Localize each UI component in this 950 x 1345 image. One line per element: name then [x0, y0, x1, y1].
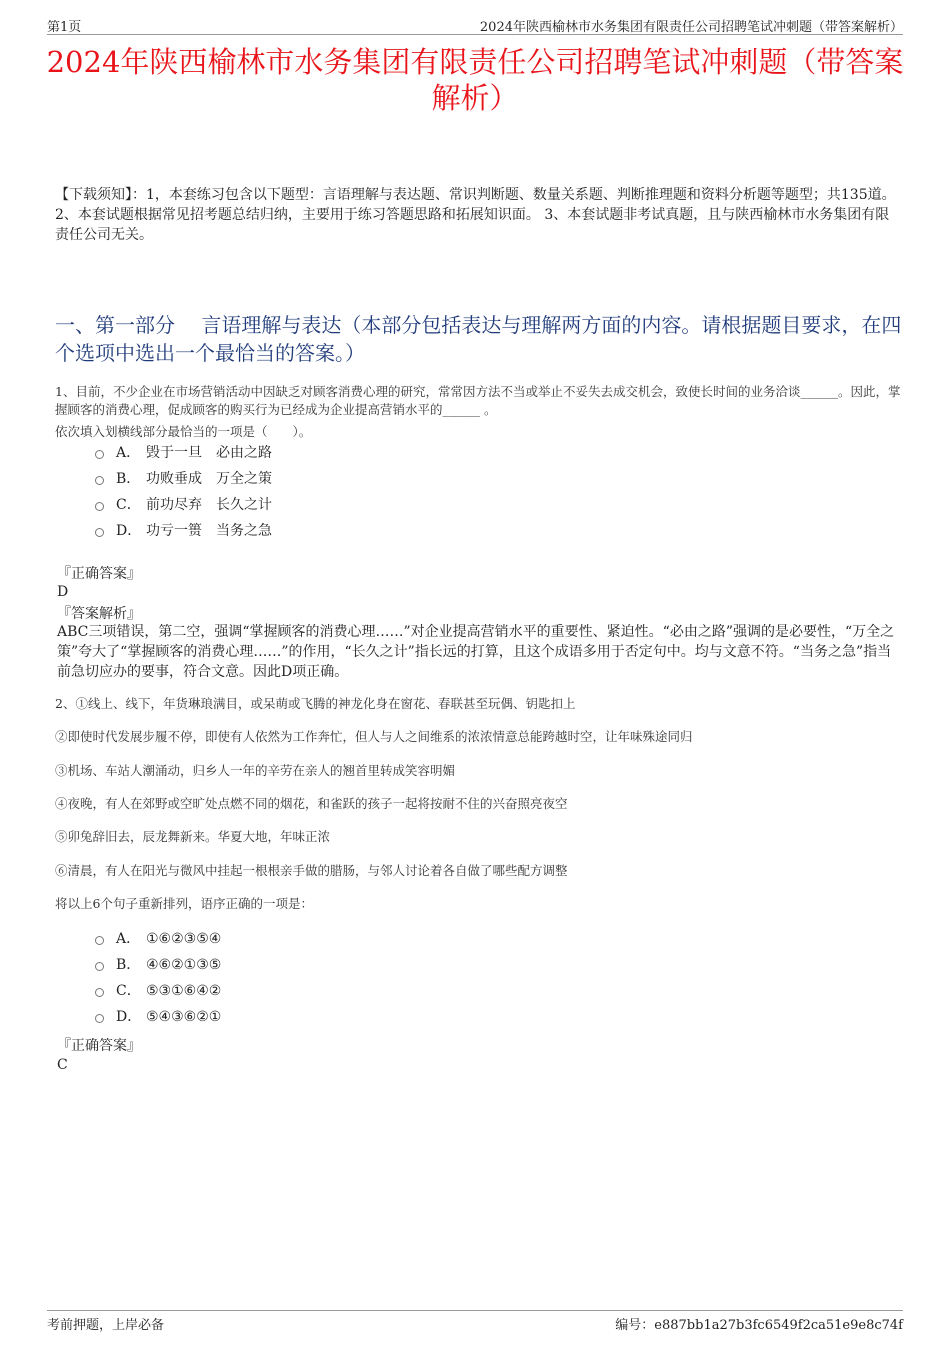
answer-label-2: 『正确答案』 — [57, 1038, 141, 1054]
footer-slogan: 考前押题，上岸必备 — [47, 1318, 165, 1333]
option-a[interactable]: A． 毁于一旦 必由之路 — [95, 440, 272, 466]
question-2-sentence-6: ⑥清晨，有人在阳光与微风中挂起一根根亲手做的腊肠，与邻人讨论着各自做了哪些配方调整 — [55, 863, 568, 878]
download-notice: 【下载须知】：1，本套练习包含以下题型：言语理解与表达题、常识判断题、数量关系题、判断推理题和资料分析题等题型；共135道。 2、本套试题根据常见招考题总结归纳，主要用于练习答题思路和拓展知识面。 3、本套试题非考试真题，且与陕西榆林市水务集团有限责任公司无关。 — [55, 187, 896, 243]
question-2-sentence-5: ⑤卯兔辞旧去，辰龙舞新来。华夏大地，年味正浓 — [55, 829, 331, 844]
option-d[interactable]: D． ⑤④③⑥②① — [95, 1004, 221, 1030]
answer-1: D — [57, 584, 69, 600]
answer-label-1: 『正确答案』 — [57, 566, 141, 582]
analysis-label-1: 『答案解析』 — [57, 606, 141, 622]
document-title: 2024年陕西榆林市水务集团有限责任公司招聘笔试冲刺题（带答案解析） — [46, 45, 904, 115]
radio-icon[interactable] — [95, 988, 104, 997]
option-c[interactable]: C． ⑤③①⑥④② — [95, 978, 221, 1004]
question-2-sentence-1: 2、①线上、线下，年货琳琅满目，或呆萌或飞腾的神龙化身在窗花、春联甚至玩偶、钥匙扣上 — [55, 696, 576, 711]
radio-icon[interactable] — [95, 450, 104, 459]
option-a[interactable]: A． ①⑥②③⑤④ — [95, 926, 221, 952]
option-d[interactable]: D． 功亏一篑 当务之急 — [95, 518, 272, 544]
radio-icon[interactable] — [95, 502, 104, 511]
radio-icon[interactable] — [95, 962, 104, 971]
radio-icon[interactable] — [95, 528, 104, 537]
option-b[interactable]: B． ④⑥②①③⑤ — [95, 952, 221, 978]
question-1-instruction: 依次填入划横线部分最恰当的一项是（ ）。 — [55, 424, 312, 439]
question-2-sentence-4: ④夜晚，有人在郊野或空旷处点燃不同的烟花，和雀跃的孩子一起将按耐不住的兴奋照亮夜空 — [55, 796, 568, 811]
section-heading: 一、第一部分 言语理解与表达（本部分包括表达与理解两方面的内容。请根据题目要求，在四个选项中选出一个最恰当的答案。） — [55, 313, 902, 365]
page-footer — [47, 1310, 903, 1333]
radio-icon[interactable] — [95, 936, 104, 945]
option-b[interactable]: B． 功败垂成 万全之策 — [95, 466, 272, 492]
question-2-options — [95, 926, 221, 1030]
question-1-options — [95, 440, 272, 544]
question-1-text: 1、目前，不少企业在市场营销活动中因缺乏对顾客消费心理的研究，常常因方法不当或举止不妥失去成交机会，致使长时间的业务洽谈______。因此，掌握顾客的消费心理，促成顾客的购买行为已经成为企业提高营销水平的______ 。 — [55, 384, 901, 417]
question-2-sentence-2: ②即使时代发展步履不停，即使有人依然为工作奔忙，但人与人之间维系的浓浓情意总能跨越时空，让年味殊途同归 — [55, 729, 693, 744]
answer-2: C — [57, 1057, 68, 1073]
header-title: 2024年陕西榆林市水务集团有限责任公司招聘笔试冲刺题（带答案解析） — [479, 20, 903, 35]
analysis-1: ABC三项错误，第二空，强调“掌握顾客的消费心理……”对企业提高营销水平的重要性、紧迫性。“必由之路”强调的是必要性，“万全之策”夸大了“掌握顾客的消费心理……”的作用，“长久之计”指长远的打算，且这个成语多用于否定句中。均与文意不符。“当务之急”指当前急切应办的要事，符合文意。因此D项正确。 — [57, 624, 895, 680]
document-id: 编号：e887bb1a27b3fc6549f2ca51e9e8c74f — [615, 1318, 903, 1333]
option-c[interactable]: C． 前功尽弃 长久之计 — [95, 492, 272, 518]
radio-icon[interactable] — [95, 476, 104, 485]
page-number: 第1页 — [47, 20, 82, 35]
radio-icon[interactable] — [95, 1014, 104, 1023]
question-2-instruction: 将以上6个句子重新排列，语序正确的一项是： — [55, 896, 313, 911]
question-2-sentence-3: ③机场、车站人潮涌动，归乡人一年的辛劳在亲人的翘首里转成笑容明媚 — [55, 763, 456, 778]
page-header — [47, 14, 903, 35]
